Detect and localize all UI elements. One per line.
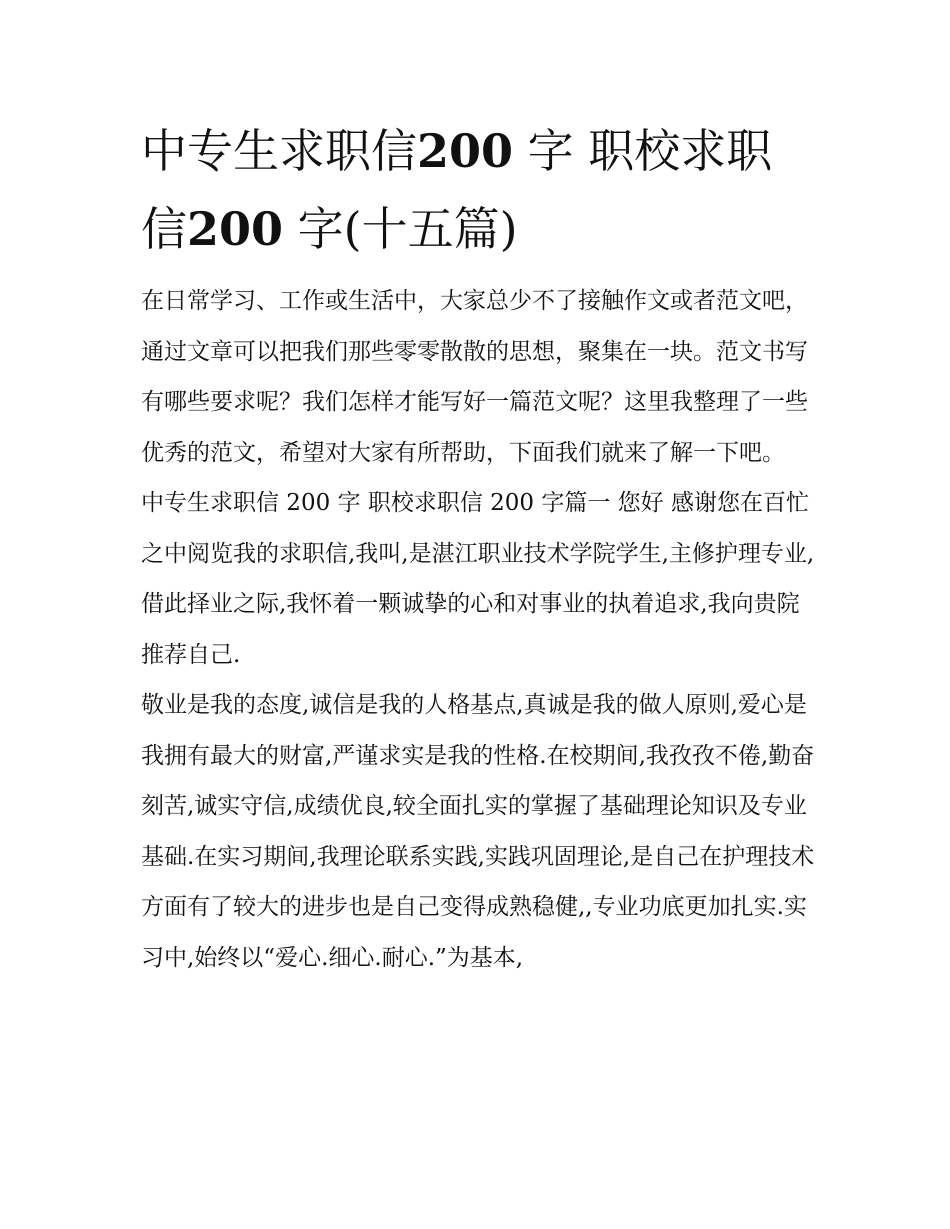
title-number: 200 bbox=[417, 124, 514, 178]
title-text: 字(十五篇) bbox=[283, 202, 518, 256]
intro-paragraph: 在日常学习、工作或生活中，大家总少不了接触作文或者范文吧，通过文章可以把我们那些零零散散的思想，聚集在一块。范文书写有哪些要求呢？我们怎样才能写好一篇范文呢？这里我整理了一些优秀的范文，希望对大家有所帮助，下面我们就来了解一下吧。 bbox=[141, 288, 808, 466]
document-title bbox=[141, 112, 821, 268]
document-body bbox=[141, 276, 821, 983]
title-line-2 bbox=[141, 202, 518, 256]
title-text: 中专生求职信 bbox=[141, 124, 417, 178]
letter-opening-paragraph: 中专生求职信 200 字 职校求职信 200 字篇一 您好 感谢您在百忙之中阅览我的求职信,我叫,是湛江职业技术学院学生,主修护理专业, bbox=[141, 490, 815, 567]
title-number: 200 bbox=[187, 202, 284, 256]
title-text: 字 职校求职 bbox=[513, 124, 773, 178]
title-text: 信 bbox=[141, 202, 187, 256]
title-line-1 bbox=[141, 124, 772, 178]
self-recommendation-paragraph: 借此择业之际,我怀着一颗诚挚的心和对事业的执着追求,我向贵院推荐自己. bbox=[141, 591, 800, 668]
qualities-paragraph: 敬业是我的态度,诚信是我的人格基点,真诚是我的做人原则,爱心是我拥有最大的财富,严谨求实是我的性格.在校期间,我孜孜不倦,勤奋刻苦,诚实守信,成绩优良,较全面扎实的掌握了基础理论知识及专业基础.在实习期间,我理论联系实践,实践巩固理论,是自己在护理技术方面有了较大的进步也是自己变得成熟稳健,,专业功底更加扎实.实习中,始终以“爱心.细心.耐心.”为基本, bbox=[141, 692, 815, 971]
